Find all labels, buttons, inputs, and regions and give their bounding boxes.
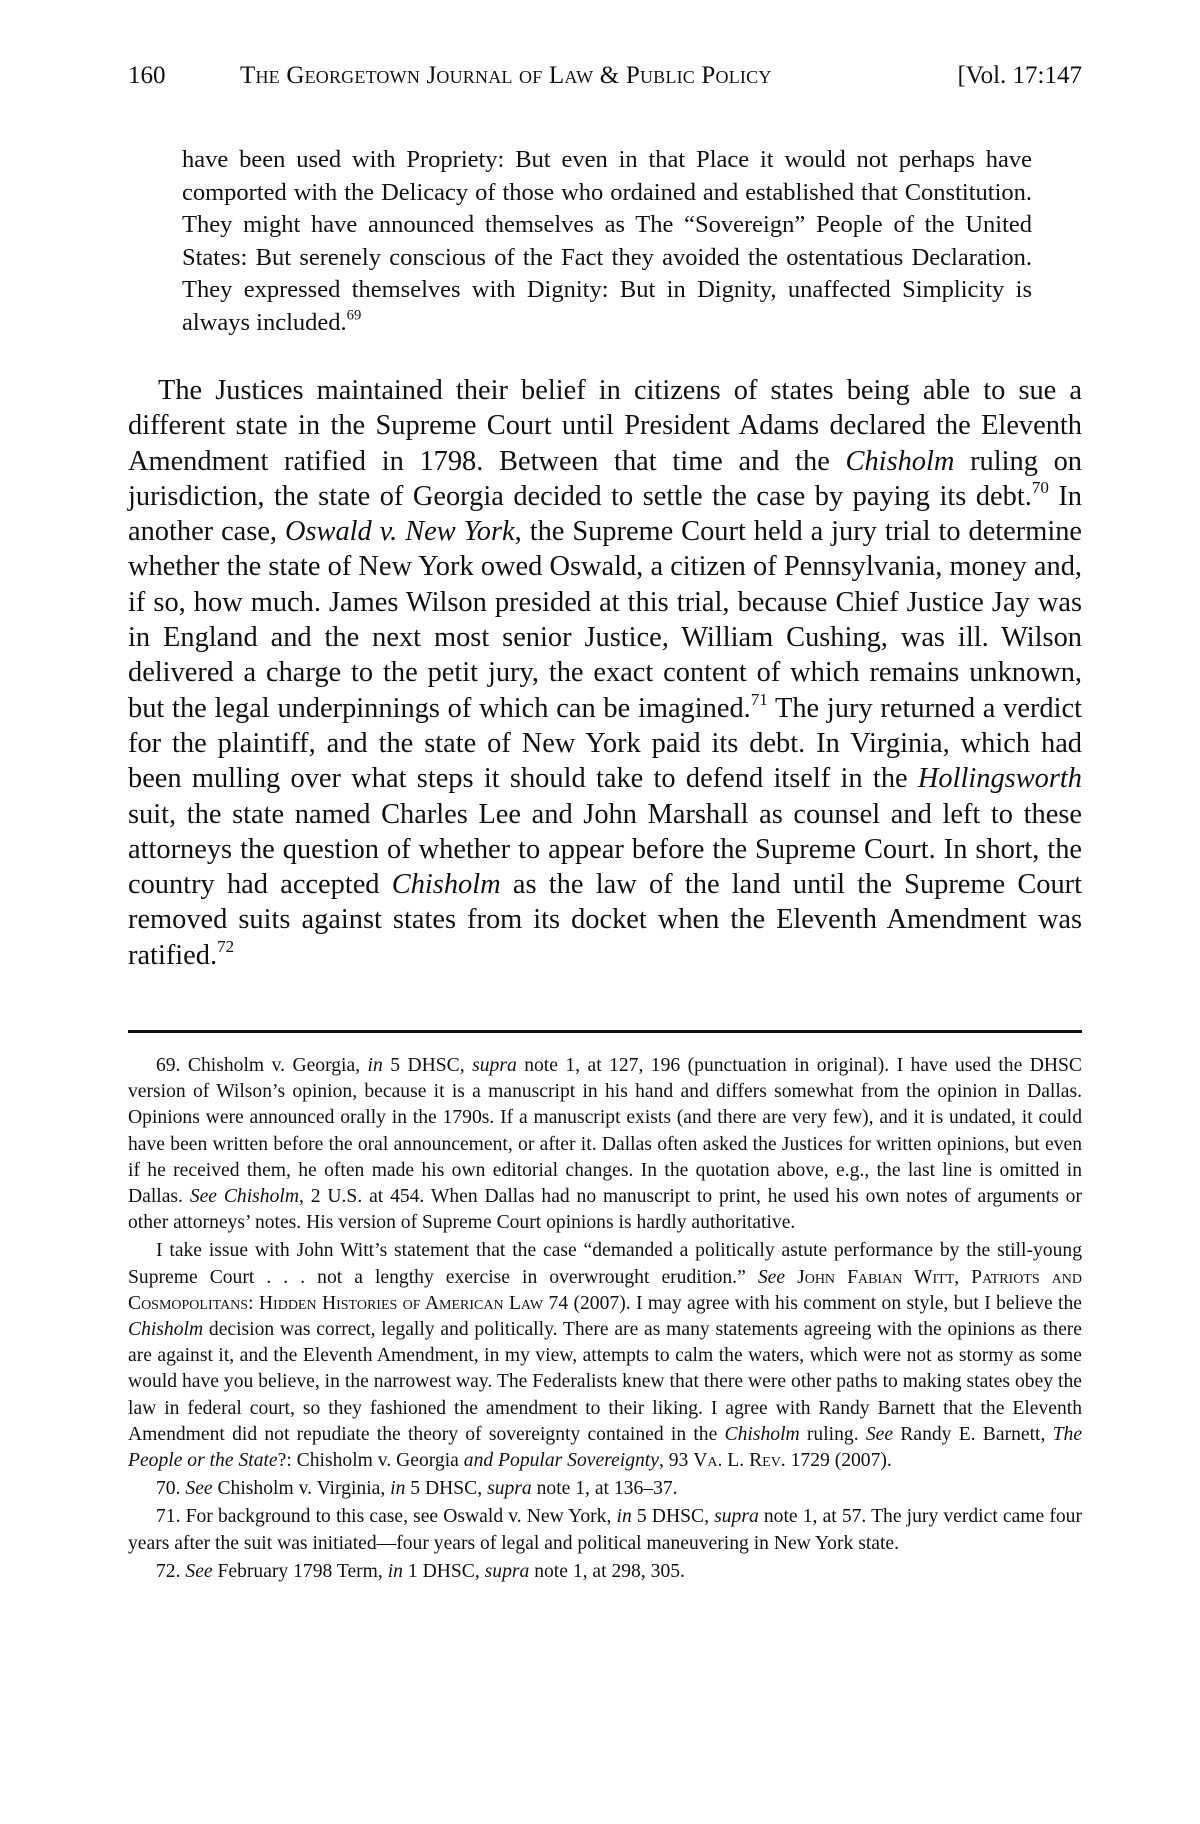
footnote-text: note 1, at 127, 196 (punctuation in original). I have used the DHSC version of Wilson’s opinion, because it is a manuscript in his hand and differs somewhat from the opinion in Dallas. Opinions were announced orally in the 1790s. If a manuscript exists (and there are very few), and it is undated, it could have been written before the oral announcement, or after it. Dallas often asked the Justices for written opinions, but even if he received them, he often made his own editorial changes. In the quotation above, e.g., the last line is omitted in Dallas. [128,1055,1082,1208]
body-text [128,373,1082,973]
footnote-text: 71. For background to this case, see Oswald v. New York, [156,1506,617,1528]
footnote-italic: See Chisholm [189,1186,299,1208]
footnote-text: decision was correct, legally and politically. There are as many statements agreeing with the opinions as there are against it, and the Eleventh Amendment, in my view, attempts to calm the waters, which were not as stormy as some would have you believe, in the narrowest way. The Federalists knew that there were other paths to making states obey the law in federal court, so they fashioned the amendment to their liking. I agree with Randy Barnett that the Eleventh Amendment did not repudiate the theory of sovereignty contained in the [128,1319,1082,1445]
footnote-text: 74 (2007). I may agree with his comment on style, but I believe the [543,1292,1082,1314]
footnote-text: Randy E. Barnett, [893,1423,1053,1445]
running-header [128,56,1082,96]
footnote-italic: Chisholm [724,1423,800,1445]
footnote-divider [128,1030,1082,1033]
footnote-italic: supra [487,1478,532,1500]
footnote-text: Chisholm v. Virginia, [212,1478,391,1500]
footnote-text: 5 DHSC, [405,1478,488,1500]
footnote-text: note 1, at 298, 305. [529,1560,685,1582]
footnote-italic: The People or the State [128,1423,1083,1472]
footnote-text: February 1798 Term, [212,1560,388,1582]
body-text-run: The jury returned a verdict for the plaintiff, and the state of New York paid its debt. In Virginia, which had been mulling over what steps it should take to defend itself in the [128,692,1082,795]
footnote-text: 69. Chisholm v. Georgia, [156,1055,368,1076]
footnote-text: 1 DHSC, [402,1560,485,1582]
body-text-run: In another case, [128,480,1083,548]
footnote-text: I take issue with John Witt’s statement that the case “demanded a politically astute performance by the still-young Supreme Court . . . not a lengthy exercise in overwrought erudition.” [128,1240,1082,1288]
volume-citation: [Vol. 17:147 [957,62,1082,89]
footnote-text: , 2 U.S. at 454. When Dallas had no manuscript to print, he used his own notes of arguments or other attorneys’ notes. His version of Supreme Court opinions is hardly authoritative. [128,1186,1082,1234]
footnote-72 [128,1559,1082,1585]
footnote-69 [128,1053,1082,1236]
footnote-text: 5 DHSC, [382,1055,473,1076]
footnote-ref-70: 70 [1031,477,1049,497]
journal-title: The Georgetown Journal of Law & Public Policy [240,62,772,89]
body-text-run: , the Supreme Court held a jury trial to determine whether the state of New York owed Oswald, a citizen of Pennsylvania, money and, if so, how much. James Wilson presided at this trial, because Chief Justice Jay was in England and the next most senior Justice, William Cushing, was ill. Wilson delivered a charge to the petit jury, the exact content of which remains unknown, but the legal underpinnings of which can be imagined. [128,516,1083,724]
block-quote-text: have been used with Propriety: But even in that Place it would not perhaps have comported with the Delicacy of those who ordained and established that Constitution. They might have announced themselves as The “Sovereign” People of the United States: But serenely conscious of the Fact they avoided the ostentatious Declaration. They expressed themselves with Dignity: But in Dignity, unaffected Simplicity is always included. [182,146,1032,336]
page-number: 160 [128,62,166,89]
body-text-run: ruling on jurisdiction, the state of Georgia decided to settle the case by paying its debt. [128,445,1082,512]
block-quote [182,144,1032,339]
footnote-italic: supra [472,1055,517,1076]
footnote-70 [128,1476,1082,1502]
body-paragraph [128,373,1082,973]
footnote-smallcaps: Va. L. Rev. [693,1450,786,1472]
footnote-text: note 1, at 136–37. [531,1478,678,1500]
footnote-italic: Chisholm [128,1319,204,1341]
body-text-run: The Justices maintained their belief in citizens of states being able to sue a different state in the Supreme Court until President Adams declared the Eleventh Amendment ratified in 1798. Between that time and the [128,375,1082,477]
body-text-run: suit, the state named Charles Lee and John Marshall as counsel and left to these attorneys the question of whether to appear before the Supreme Court. In short, the country had accepted [128,798,1082,901]
footnote-italic: See [757,1266,786,1288]
footnote-italic: in [367,1055,383,1076]
footnote-italic: and Popular Sovereignty [463,1450,659,1472]
footnote-text: 70. [156,1478,186,1500]
body-text-run: as the law of the land until the Supreme Court removed suits against states from its docket when the Eleventh Amendment was ratified. [128,869,1083,971]
footnote-ref-69: 69 [346,307,362,324]
footnote-italic: See [865,1423,894,1445]
footnote-italic: in [616,1506,632,1528]
footnote-italic: See [185,1560,213,1582]
footnote-text: , 93 [658,1450,694,1472]
footnote-71 [128,1504,1082,1556]
footnote-italic: in [390,1478,406,1500]
footnotes [128,1053,1082,1587]
footnote-italic: supra [484,1560,530,1582]
footnote-italic: supra [714,1506,759,1528]
footnote-text: 72. [156,1560,186,1582]
case-name-italic: Hollingsworth [917,763,1082,795]
footnote-69-continued [128,1238,1082,1474]
footnote-text: note 1, at 57. The jury verdict came four years after the suit was initiated—four years of legal and political maneuvering in New York state. [128,1506,1082,1554]
case-name-italic: Chisholm [845,445,955,477]
footnote-text: ?: Chisholm v. Georgia [277,1450,464,1472]
footnote-ref-72: 72 [217,936,235,956]
case-name-italic: Chisholm [391,869,501,901]
footnote-smallcaps: John Fabian Witt, Patriots and Cosmopolitans: Hidden Histories of American Law [128,1266,1083,1314]
case-name-italic: Oswald v. New York [284,516,515,548]
footnote-italic: See [185,1478,213,1500]
footnote-text: 1729 (2007). [785,1450,892,1472]
footnote-ref-71: 71 [750,689,768,709]
footnote-text: 5 DHSC, [631,1506,715,1528]
footnote-italic: in [387,1560,403,1582]
footnote-text: ruling. [799,1423,866,1445]
